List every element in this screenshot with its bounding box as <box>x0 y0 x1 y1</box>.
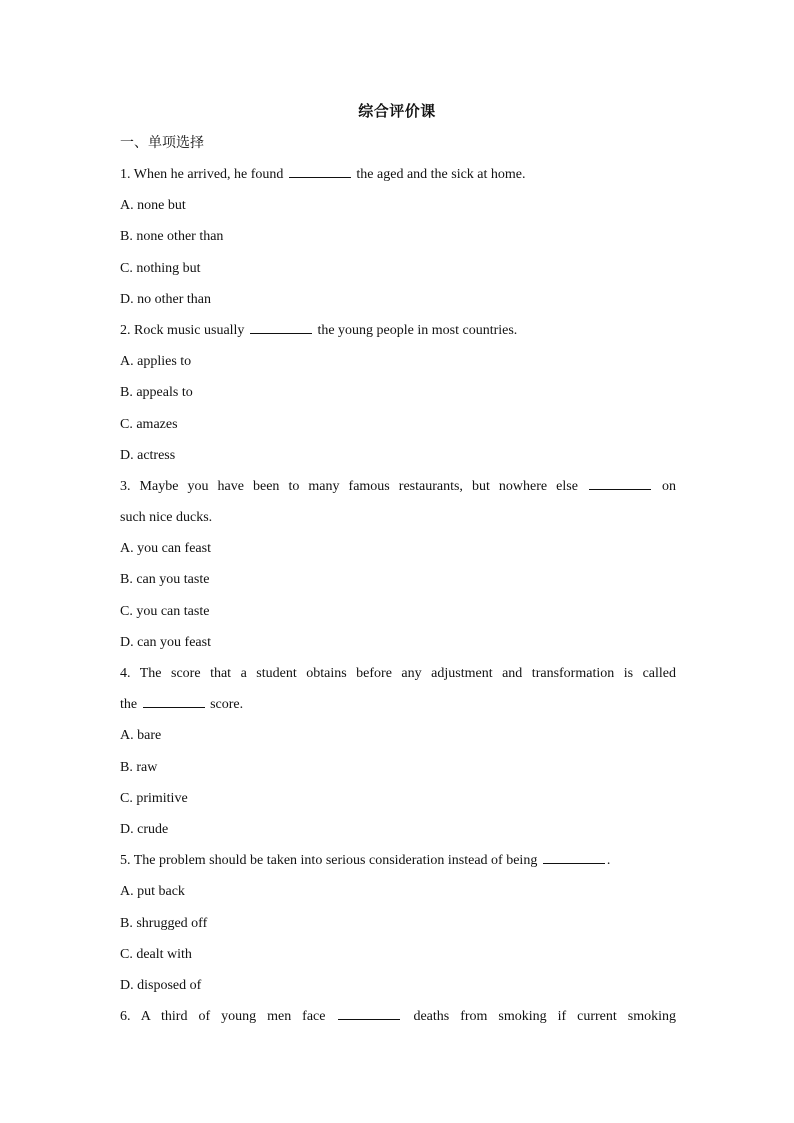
answer-blank <box>589 476 651 490</box>
option-b: B. raw <box>120 759 158 775</box>
answer-blank <box>543 850 605 864</box>
option-d: D. can you feast <box>120 634 211 650</box>
answer-blank <box>289 164 351 178</box>
option-c: C. primitive <box>120 790 188 806</box>
option-b: B. none other than <box>120 229 224 245</box>
option-d: D. crude <box>120 821 169 837</box>
question-3-stem-before: 3. Maybe you have been to many famous restaurants, but nowhere else <box>120 478 578 494</box>
answer-blank <box>338 1006 400 1020</box>
question-4-stem-cont-before: the <box>120 697 138 713</box>
section-heading: 一、单项选择 <box>120 135 204 151</box>
question-4-stem-cont-after: score. <box>210 697 244 713</box>
option-a: A. bare <box>120 728 162 744</box>
option-b: B. can you taste <box>120 572 210 588</box>
question-6-stem-after: deaths from smoking if current smoking <box>413 1009 676 1025</box>
option-c: C. amazes <box>120 416 178 432</box>
option-a: A. applies to <box>120 354 192 370</box>
question-1-stem-before: 1. When he arrived, he found <box>120 167 284 182</box>
question-1-stem-after: the aged and the sick at home. <box>356 167 526 182</box>
option-b: B. appeals to <box>120 385 193 401</box>
question-4-stem-continuation <box>120 694 676 725</box>
question-list <box>120 164 676 1037</box>
option-b: B. shrugged off <box>120 915 208 931</box>
option-d: D. disposed of <box>120 977 202 993</box>
question-2-stem <box>120 320 676 351</box>
option-a: A. put back <box>120 884 185 900</box>
option-d: D. no other than <box>120 291 211 307</box>
answer-blank <box>250 320 312 334</box>
question-5-stem <box>120 850 676 881</box>
option-d: D. actress <box>120 447 176 463</box>
question-2-stem-after: the young people in most countries. <box>317 322 518 338</box>
option-c: C. dealt with <box>120 946 192 962</box>
question-3-stem-continuation: such nice ducks. <box>120 510 213 526</box>
question-3-stem <box>120 476 676 507</box>
option-c: C. you can taste <box>120 603 210 619</box>
question-3-stem-after: on <box>662 478 676 494</box>
option-a: A. you can feast <box>120 541 211 557</box>
question-4-stem: 4. The score that a student obtains before any adjustment and transformation is called <box>120 666 676 681</box>
page-title: 综合评价课 <box>358 102 436 120</box>
option-a: A. none but <box>120 198 186 214</box>
question-6-stem <box>120 1006 676 1037</box>
option-c: C. nothing but <box>120 260 201 276</box>
question-2-stem-before: 2. Rock music usually <box>120 322 245 338</box>
question-6-stem-before: 6. A third of young men face <box>120 1009 326 1025</box>
question-5-stem-after: . <box>606 853 611 869</box>
question-5-stem-before: 5. The problem should be taken into serious consideration instead of being <box>120 853 538 869</box>
question-1-stem <box>120 164 676 195</box>
answer-blank <box>143 694 205 708</box>
